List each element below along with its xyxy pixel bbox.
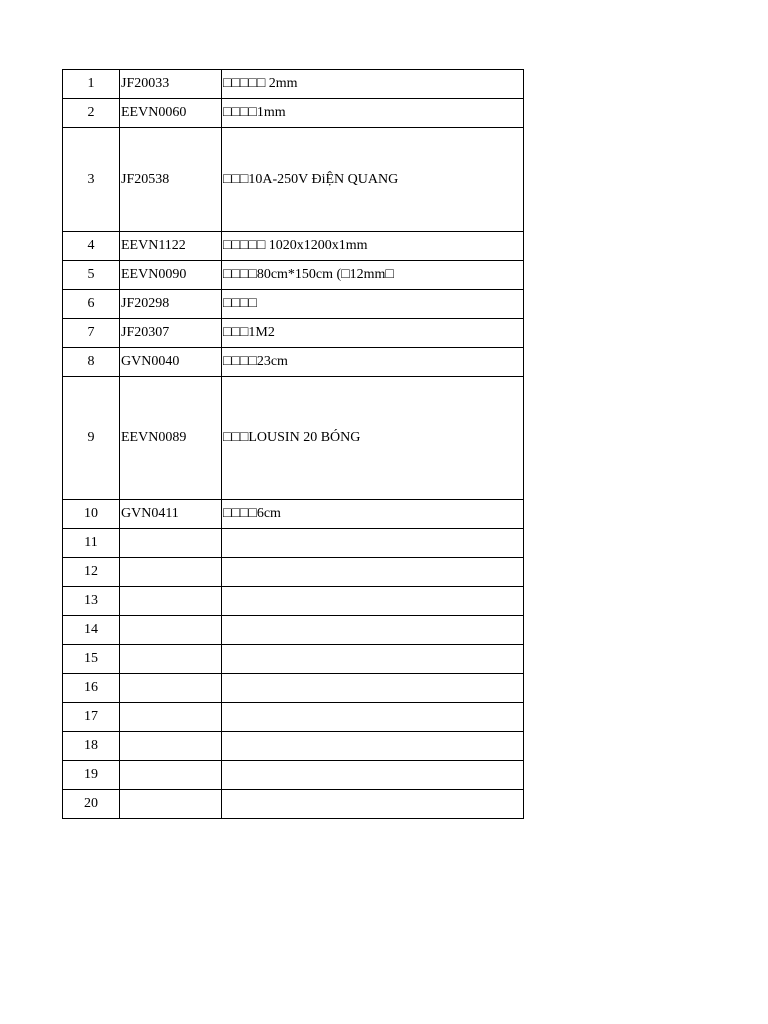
item-description-cell: □□□1M2: [222, 319, 524, 348]
item-code-cell: JF20538: [120, 128, 222, 232]
item-code-cell: JF20298: [120, 290, 222, 319]
table-row: [63, 674, 524, 703]
table-row: [63, 70, 524, 99]
row-number-cell: 20: [63, 790, 120, 819]
item-description-cell: □□□□□ 2mm: [222, 70, 524, 99]
item-code-cell: [120, 529, 222, 558]
item-description-cell: □□□□23cm: [222, 348, 524, 377]
table-row: [63, 587, 524, 616]
table-row: [63, 348, 524, 377]
row-number-cell: 14: [63, 616, 120, 645]
item-code-cell: [120, 703, 222, 732]
row-number-cell: 9: [63, 377, 120, 500]
item-code-cell: GVN0040: [120, 348, 222, 377]
table-row: [63, 558, 524, 587]
table-row: [63, 128, 524, 232]
table-row: [63, 703, 524, 732]
row-number-cell: 2: [63, 99, 120, 128]
item-description-cell: □□□□1mm: [222, 99, 524, 128]
item-description-cell: [222, 616, 524, 645]
row-number-cell: 11: [63, 529, 120, 558]
item-code-cell: GVN0411: [120, 500, 222, 529]
table-row: [63, 645, 524, 674]
table-row: [63, 99, 524, 128]
item-description-cell: [222, 645, 524, 674]
item-code-cell: [120, 616, 222, 645]
table-row: [63, 616, 524, 645]
item-code-cell: EEVN0060: [120, 99, 222, 128]
row-number-cell: 3: [63, 128, 120, 232]
table-row: [63, 732, 524, 761]
item-description-cell: □□□□: [222, 290, 524, 319]
item-code-cell: EEVN1122: [120, 232, 222, 261]
row-number-cell: 7: [63, 319, 120, 348]
item-description-cell: □□□□80cm*150cm (□12mm□: [222, 261, 524, 290]
item-description-cell: [222, 732, 524, 761]
row-number-cell: 8: [63, 348, 120, 377]
row-number-cell: 15: [63, 645, 120, 674]
row-number-cell: 13: [63, 587, 120, 616]
table-row: [63, 500, 524, 529]
item-description-cell: [222, 529, 524, 558]
item-code-cell: EEVN0089: [120, 377, 222, 500]
item-code-cell: [120, 587, 222, 616]
table-row: [63, 790, 524, 819]
item-description-cell: [222, 558, 524, 587]
item-code-cell: [120, 790, 222, 819]
item-code-cell: [120, 732, 222, 761]
row-number-cell: 19: [63, 761, 120, 790]
item-table: [62, 69, 524, 819]
item-description-cell: [222, 674, 524, 703]
table-row: [63, 261, 524, 290]
item-description-cell: [222, 587, 524, 616]
item-code-cell: [120, 645, 222, 674]
item-code-cell: JF20307: [120, 319, 222, 348]
row-number-cell: 1: [63, 70, 120, 99]
row-number-cell: 18: [63, 732, 120, 761]
row-number-cell: 5: [63, 261, 120, 290]
row-number-cell: 4: [63, 232, 120, 261]
item-code-cell: [120, 761, 222, 790]
row-number-cell: 10: [63, 500, 120, 529]
item-description-cell: □□□LOUSIN 20 BÓNG: [222, 377, 524, 500]
table-row: [63, 290, 524, 319]
item-code-cell: [120, 558, 222, 587]
item-description-cell: □□□□□ 1020x1200x1mm: [222, 232, 524, 261]
item-code-cell: JF20033: [120, 70, 222, 99]
item-code-cell: EEVN0090: [120, 261, 222, 290]
item-description-cell: [222, 703, 524, 732]
item-description-cell: [222, 790, 524, 819]
row-number-cell: 16: [63, 674, 120, 703]
item-description-cell: □□□□6cm: [222, 500, 524, 529]
item-code-cell: [120, 674, 222, 703]
item-description-cell: [222, 761, 524, 790]
row-number-cell: 17: [63, 703, 120, 732]
table-row: [63, 377, 524, 500]
row-number-cell: 12: [63, 558, 120, 587]
item-description-cell: □□□10A-250V ĐiỆN QUANG: [222, 128, 524, 232]
table-row: [63, 529, 524, 558]
table-row: [63, 232, 524, 261]
table-row: [63, 761, 524, 790]
row-number-cell: 6: [63, 290, 120, 319]
table-row: [63, 319, 524, 348]
